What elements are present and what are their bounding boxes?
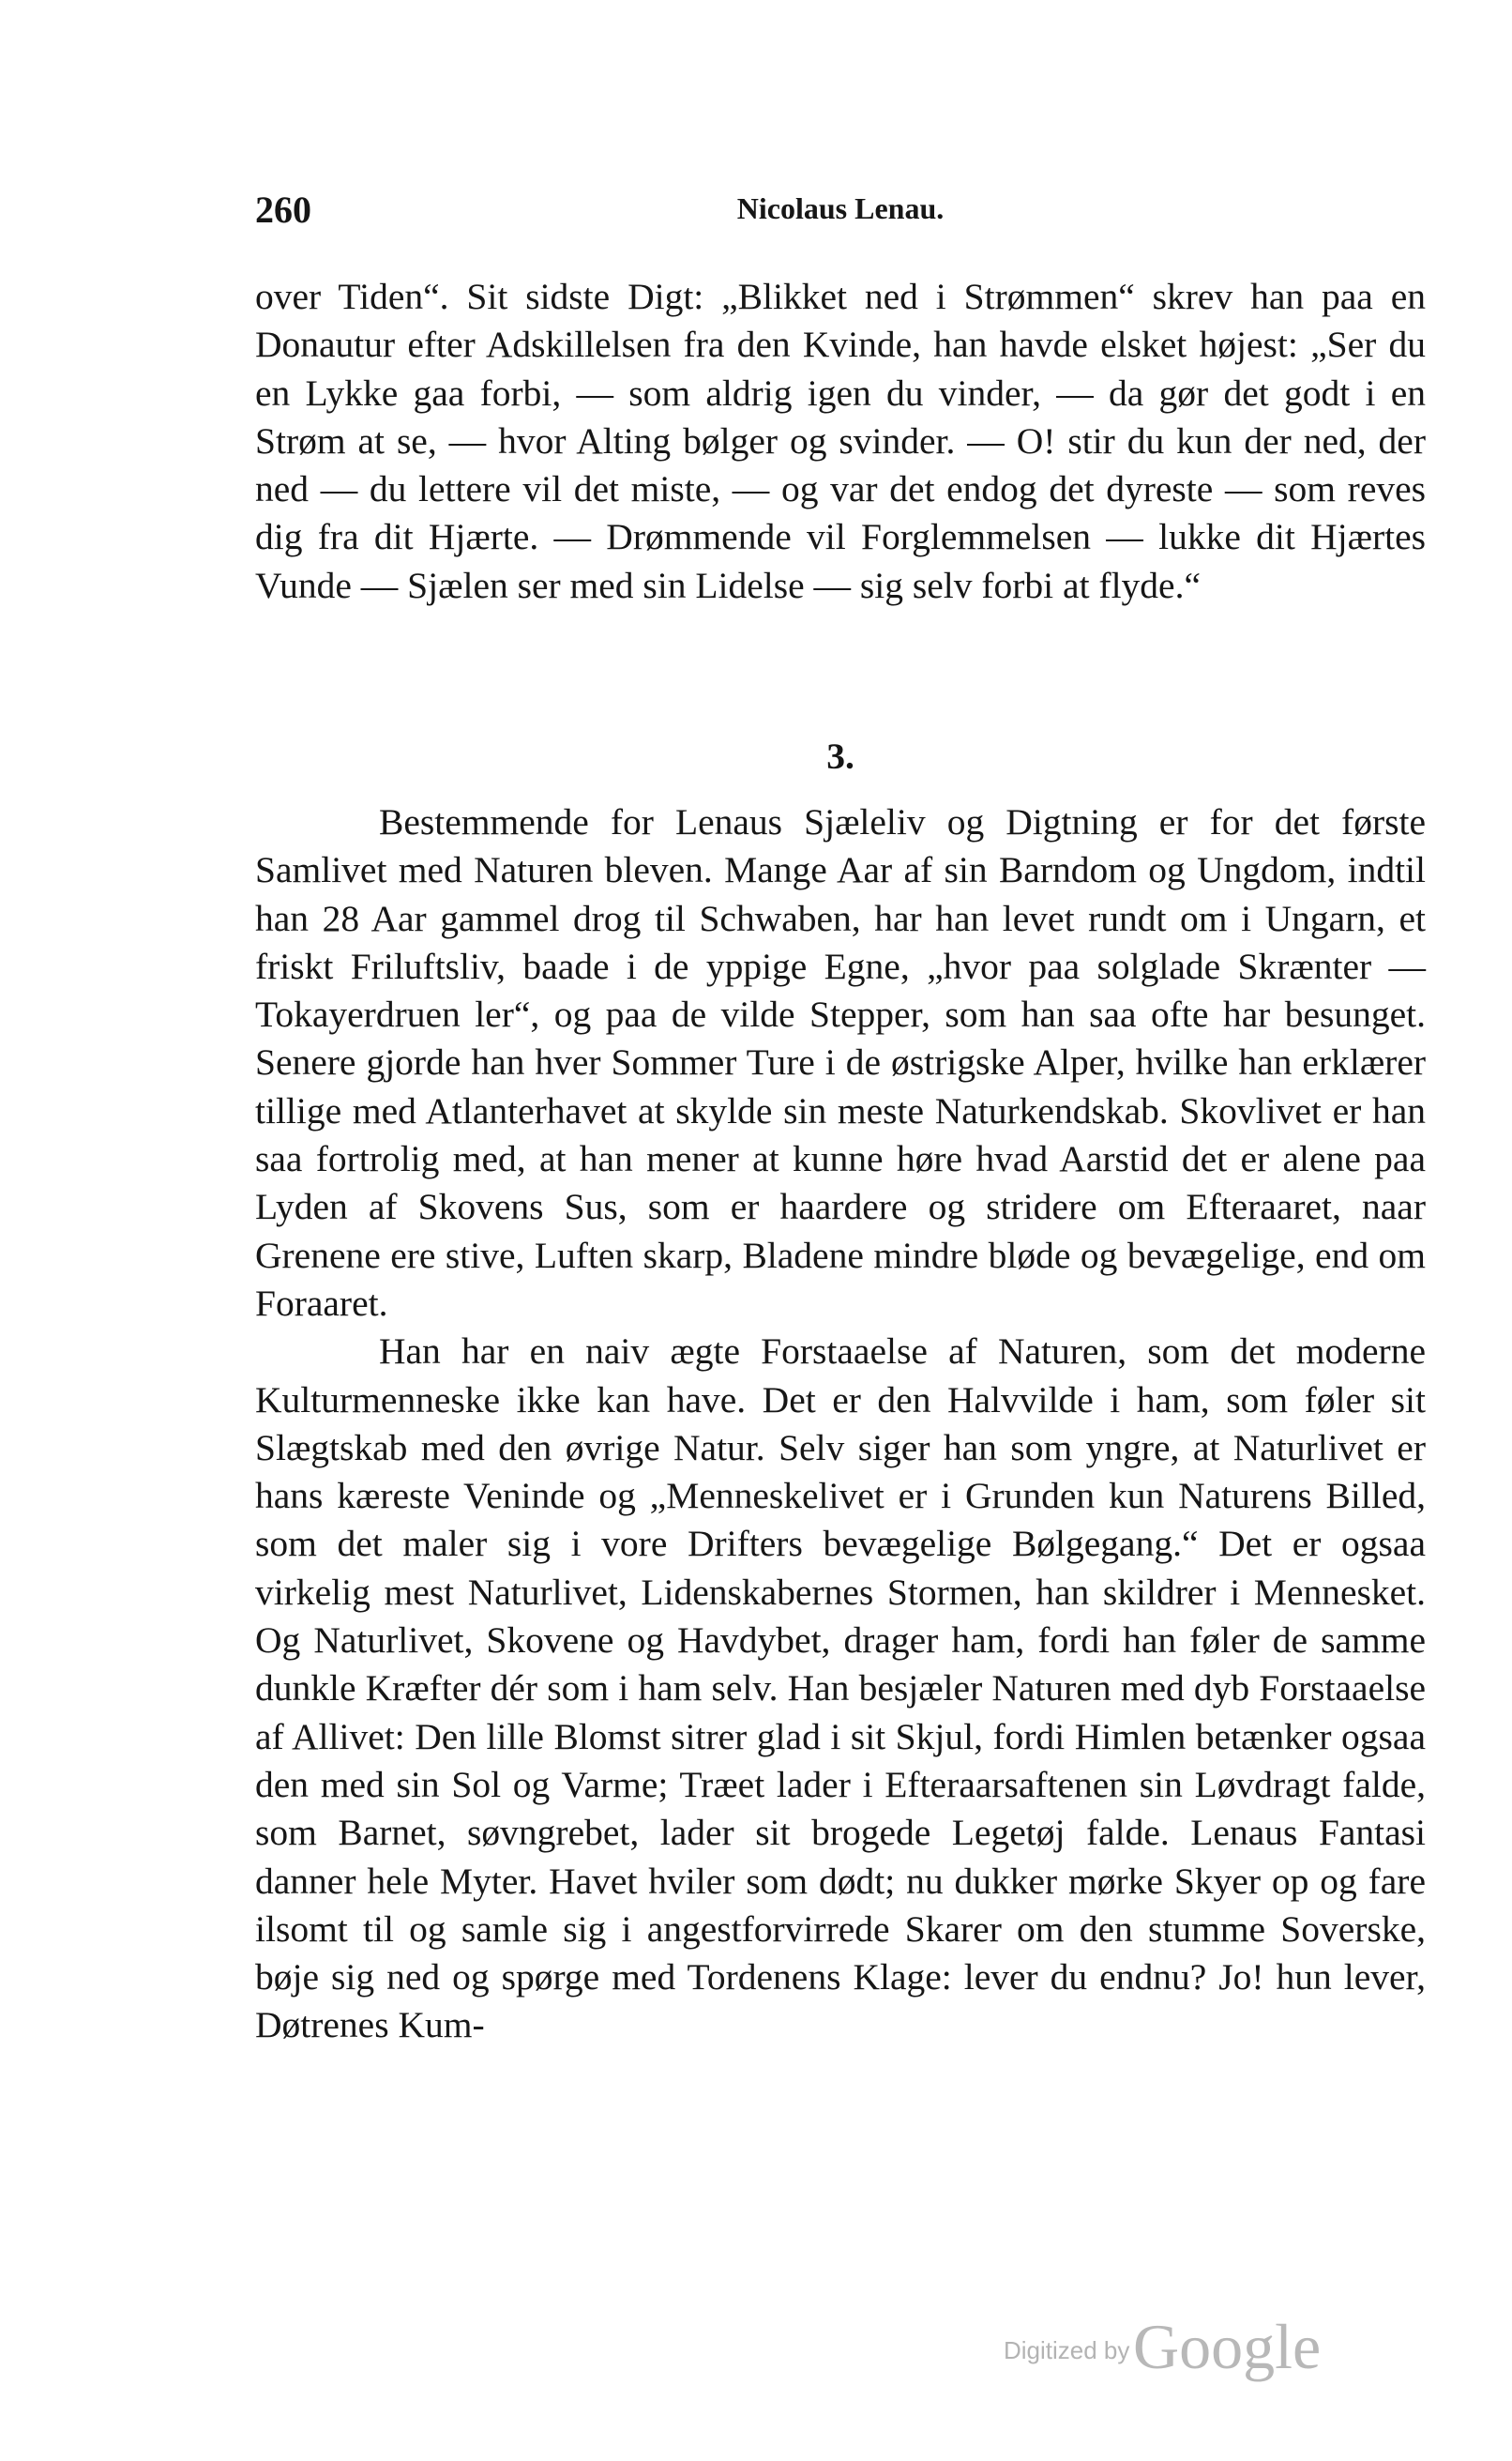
digitized-by-label: Digitized by: [1004, 2336, 1130, 2364]
continuation-paragraph: over Tiden“. Sit sidste Digt: „Blikket ned i Strømmen“ skrev han paa en Donautur efter Adskillelsen fra den Kvinde, han havde elsket højest: „Ser du en Lykke gaa forbi, — som aldrig igen du vinder, — da gør det godt i en Strøm at se, — hvor Alting bølger og svinder. — O! stir du kun der ned, der ned — du lettere vil det miste, — og var det endog det dyreste — som reves dig fra dit Hjærte. — Drømmende vil Forglemmelsen — lukke dit Hjærtes Vunde — Sjælen ser med sin Lidelse — sig selv forbi at flyde.“: [255, 276, 1426, 606]
paragraph: Han har en naiv ægte Forstaaelse af Naturen, som det moderne Kulturmenneske ikke kan have. Det er den Halvvilde i ham, som føler sit Slægtskab med den øvrige Natur. Selv siger han som yngre, at Naturlivet er hans kæreste Veninde og „Menneskelivet er i Grunden kun Naturens Billed, som det maler sig i vore Drifters bevægelige Bølgegang.“ Det er ogsaa virkelig mest Naturlivet, Lidenskabernes Stormen, han skildrer i Mennesket. Og Naturlivet, Skovene og Havdybet, drager ham, fordi han føler de samme dunkle Kræfter dér som i ham selv. Han besjæler Naturen med dyb Forstaaelse af Allivet: Den lille Blomst sitrer glad i sit Skjul, fordi Himlen betænker ogsaa den med sin Sol og Varme; Træet lader i Efteraarsaftenen sin Løvdragt falde, som Barnet, søvngrebet, lader sit brogede Legetøj falde. Lenaus Fantasi danner hele Myter. Havet hviler som dødt; nu dukker mørke Skyer op og fare ilsomt til og samle sig i angestforvirrede Skarer om den stumme Soverske, bøje sig ned og spørge med Tordenens Klage: lever du endnu? Jo! hun lever, Døtrenes Kum-: [255, 1330, 1426, 2046]
paragraph: Bestemmende for Lenaus Sjæleliv og Digtning er for det første Samlivet med Naturen bleven. Mange Aar af sin Barndom og Ungdom, indtil han 28 Aar gammel drog til Schwaben, har han levet rundt om i Ungarn, et friskt Friluftsliv, baade i de yppige Egne, „hvor paa solglade Skrænter — Tokayerdruen ler“, og paa de vilde Stepper, som han saa ofte har besunget. Senere gjorde han hver Sommer Ture i de østrigske Alper, hvilke han erklærer tillige med Atlanterhavet at skylde sin meste Naturkendskab. Skovlivet er han saa fortrolig med, at han mener at kunne høre hvad Aarstid det er alene paa Lyden af Skovens Sus, som er haardere og stridere om Efteraaret, naar Grenene ere stive, Luften skarp, Bladene mindre bløde og bevægelige, end om Foraaret.: [255, 801, 1426, 1324]
section-number: 3.: [826, 736, 854, 777]
google-logo: Google: [1133, 2311, 1322, 2382]
running-head-title: Nicolaus Lenau.: [736, 191, 945, 225]
digitization-watermark: [1004, 2310, 1398, 2385]
continuation-text: [255, 273, 1426, 610]
section-body: [255, 798, 1426, 2050]
running-head: [255, 188, 1426, 244]
page-number: 260: [255, 189, 311, 231]
